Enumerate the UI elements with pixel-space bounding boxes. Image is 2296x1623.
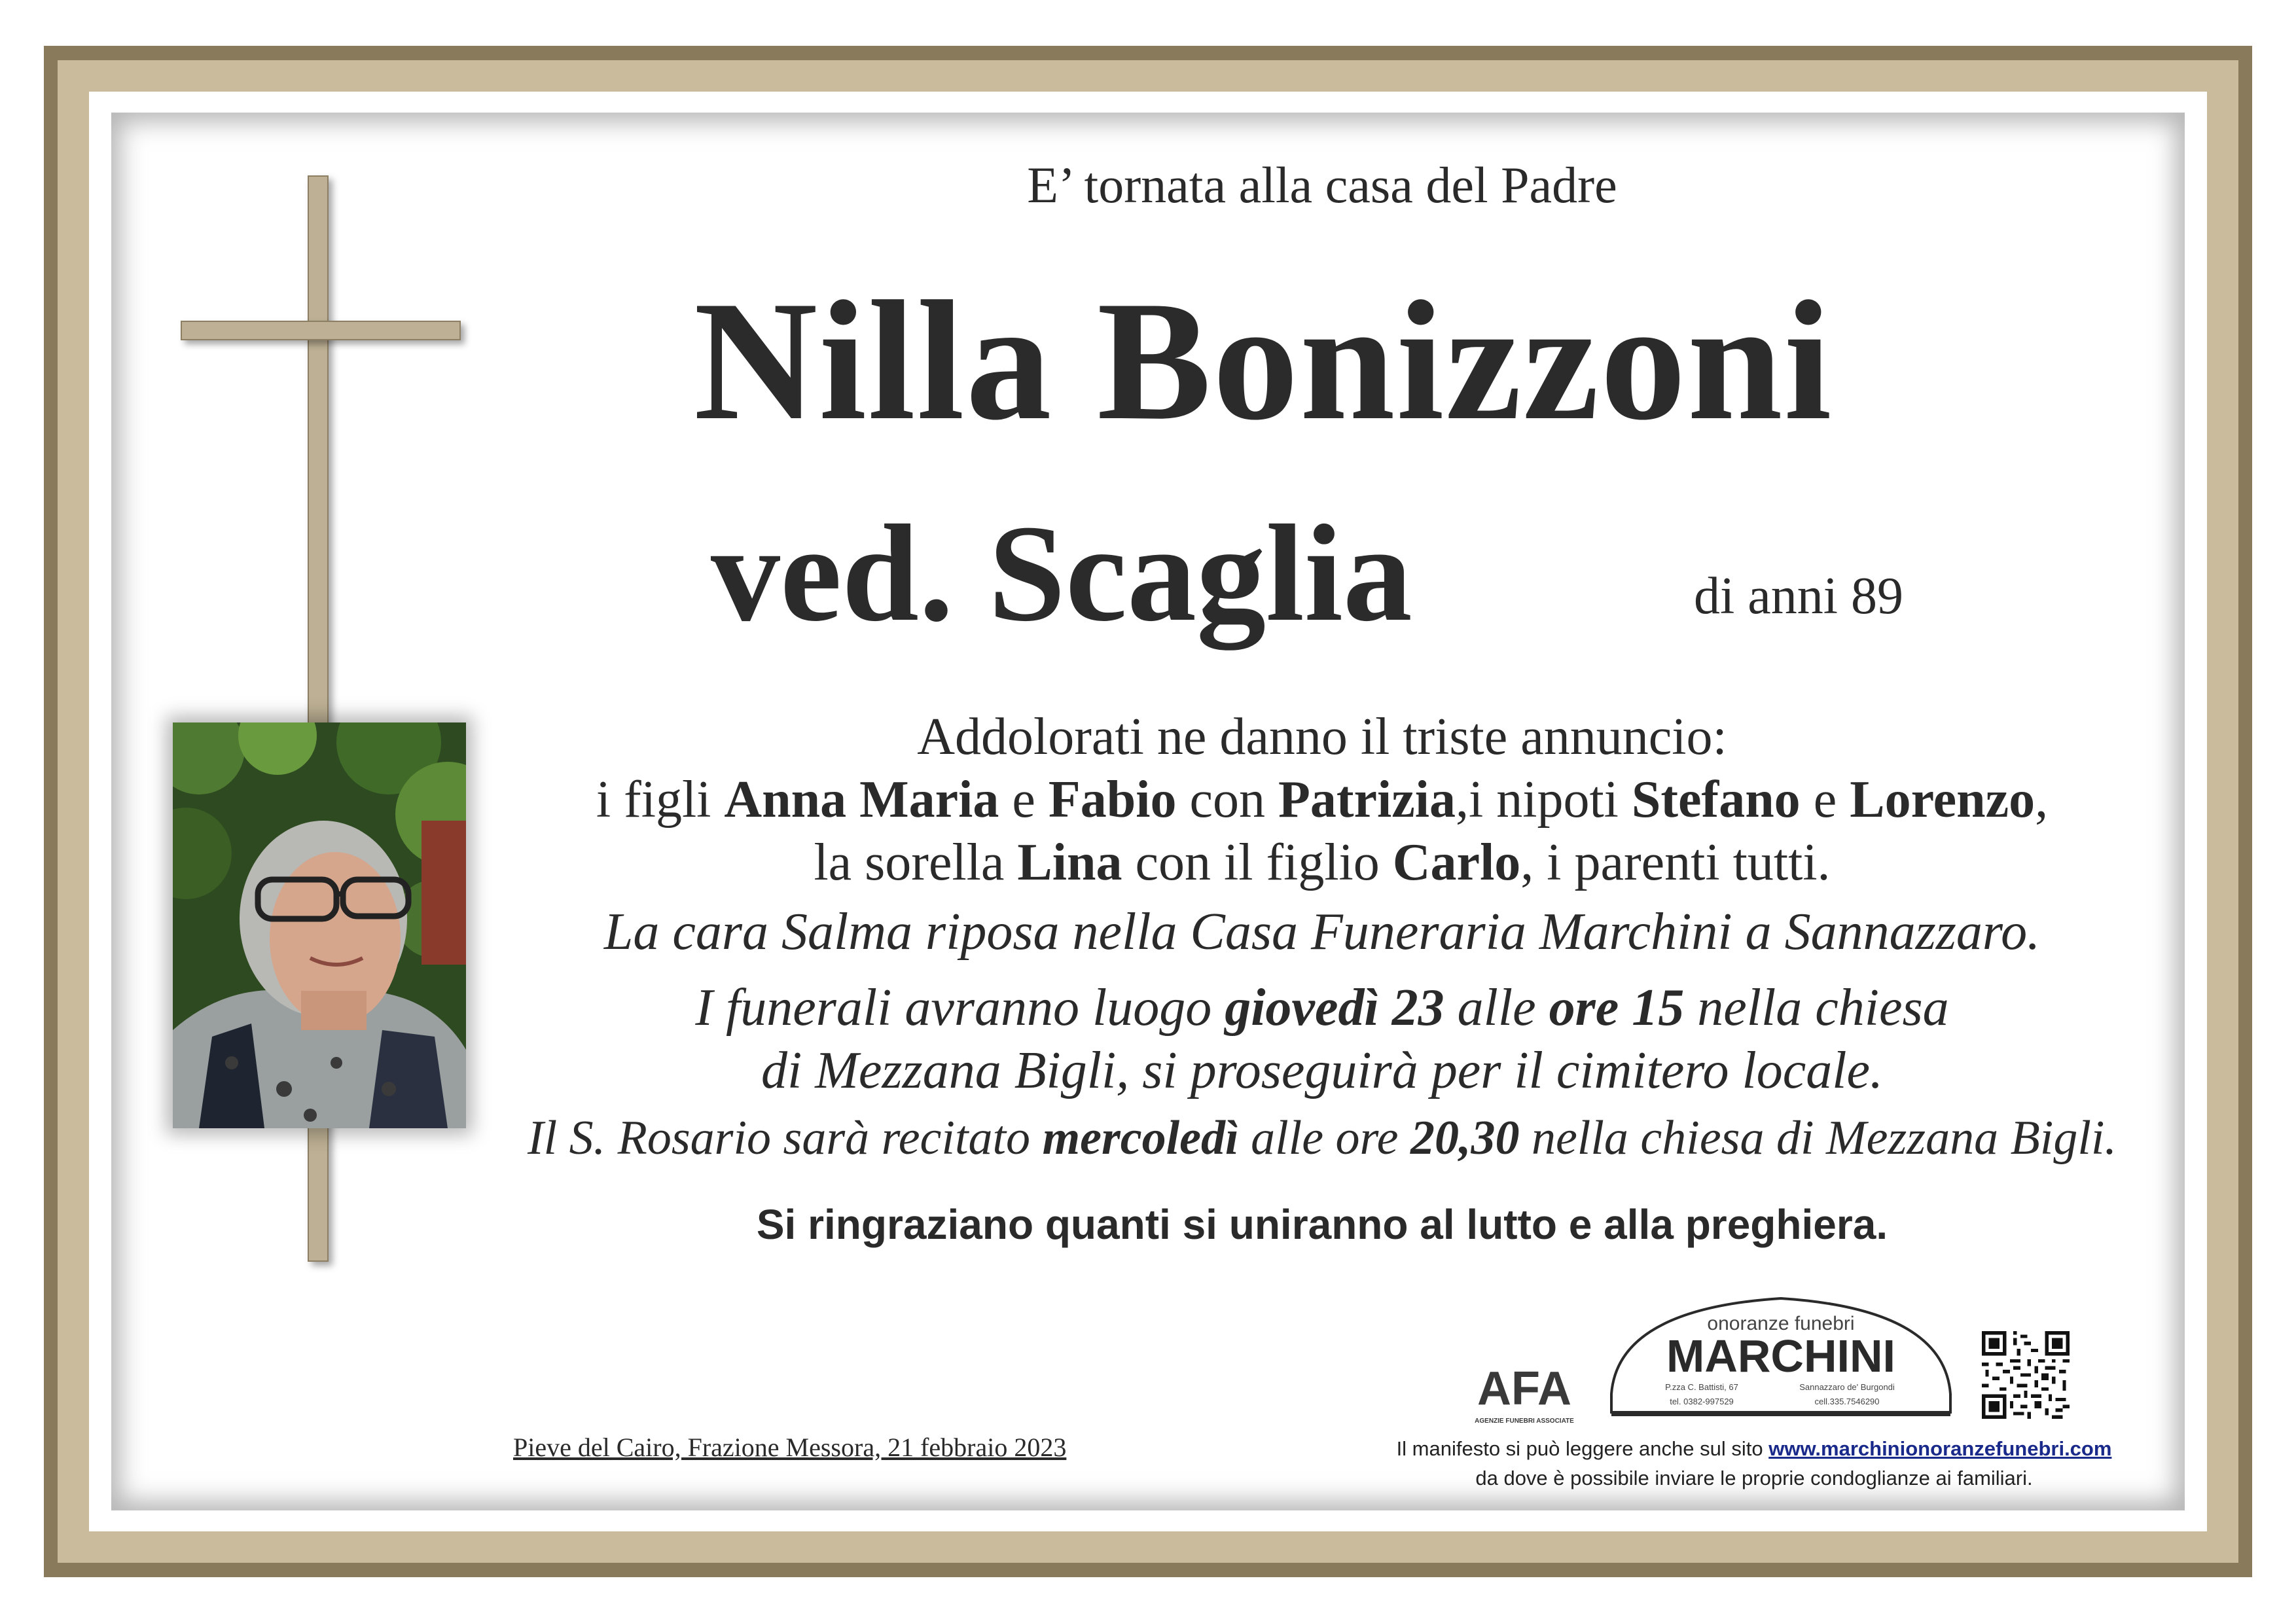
relative-name: Fabio	[1048, 771, 1177, 829]
rosary-day: mercoledì	[1042, 1111, 1239, 1165]
website-text: Il manifesto si può leggere anche sul sito	[1396, 1437, 1769, 1460]
relative-name: Lorenzo	[1850, 771, 2036, 829]
intro-text: E’ tornata alla casa del Padre	[1027, 156, 1617, 213]
portrait-image	[173, 722, 466, 1128]
announcement-text: e	[1800, 771, 1850, 829]
marchini-town: Sannazzaro de' Burgondi	[1799, 1382, 1895, 1392]
marchini-phone: tel. 0382-997529	[1670, 1397, 1734, 1406]
age-text: di anni 89	[1694, 567, 1903, 625]
funeral-date: giovedì 23	[1225, 979, 1444, 1037]
funeral-time: ore 15	[1549, 979, 1685, 1037]
announcement-line-2	[497, 771, 2147, 829]
portrait-photo	[173, 722, 466, 1128]
marchini-name: MARCHINI	[1666, 1330, 1895, 1382]
marchini-arc-text: onoranze funebri	[1707, 1313, 1855, 1334]
announcement-text: ,i nipoti	[1456, 771, 1632, 829]
announcement-line-3	[497, 836, 2147, 889]
condolences-text: da dove è possibile inviare le proprie condoglianze ai familiari.	[1475, 1466, 2033, 1489]
announcement-text: la sorella	[814, 834, 1018, 891]
website-link[interactable]: www.marchinionoranzefunebri.com	[1768, 1437, 2112, 1460]
announcement-text: con il figlio	[1122, 834, 1393, 891]
thanks-line: Si ringraziano quanti si uniranno al lutto e alla preghiera.	[756, 1201, 1888, 1248]
funeral-text: alle	[1444, 979, 1549, 1037]
announcement-text: , i parenti tutti.	[1520, 834, 1831, 891]
announcement-text: i figli	[596, 771, 725, 829]
funeral-text: I funerali avranno luogo	[695, 979, 1225, 1037]
funeral-line-2: di Mezzana Bigli, si proseguirà per il cimitero locale.	[761, 1042, 1883, 1099]
relative-name: Anna Maria	[724, 771, 999, 829]
salma-location: La cara Salma riposa nella Casa Funeraria Marchini a Sannazzaro.	[603, 903, 2041, 961]
marchini-address: P.zza C. Battisti, 67	[1665, 1382, 1738, 1392]
rosary-time: 20,30	[1410, 1111, 1520, 1165]
website-note	[1374, 1435, 2134, 1493]
rosary-text: nella chiesa di Mezzana Bigli.	[1519, 1111, 2117, 1165]
rosary-line	[497, 1111, 2147, 1165]
afa-letters: AFA	[1477, 1363, 1571, 1415]
relative-name: Patrizia	[1278, 771, 1456, 829]
announcement-text: con	[1176, 771, 1279, 829]
funeral-text: nella chiesa	[1684, 979, 1949, 1037]
deceased-name: Nilla Bonizzoni	[694, 266, 1833, 455]
relative-name: Stefano	[1631, 771, 1801, 829]
announcement-text: ,	[2035, 771, 2049, 829]
marchini-logo	[1605, 1289, 1957, 1420]
announcement-line-1: Addolorati ne danno il triste annuncio:	[917, 708, 1727, 766]
deceased-surname-married: ved. Scaglia	[711, 496, 1412, 650]
rosary-text: alle ore	[1238, 1111, 1410, 1165]
website-line	[1374, 1435, 2134, 1464]
announcement-text: e	[999, 771, 1049, 829]
funeral-line-1	[497, 979, 2147, 1037]
afa-logo	[1465, 1361, 1584, 1427]
relative-name: Carlo	[1392, 834, 1521, 891]
rosary-text: Il S. Rosario sarà recitato	[527, 1111, 1043, 1165]
relative-name: Lina	[1017, 834, 1122, 891]
qr-code-icon[interactable]	[1982, 1331, 2070, 1419]
cross-icon-arm	[181, 321, 461, 340]
marchini-cell: cell.335.7546290	[1814, 1397, 1880, 1406]
afa-subtitle: AGENZIE FUNEBRI ASSOCIATE	[1475, 1418, 1574, 1425]
place-date: Pieve del Cairo, Frazione Messora, 21 febbraio 2023	[513, 1433, 1067, 1462]
